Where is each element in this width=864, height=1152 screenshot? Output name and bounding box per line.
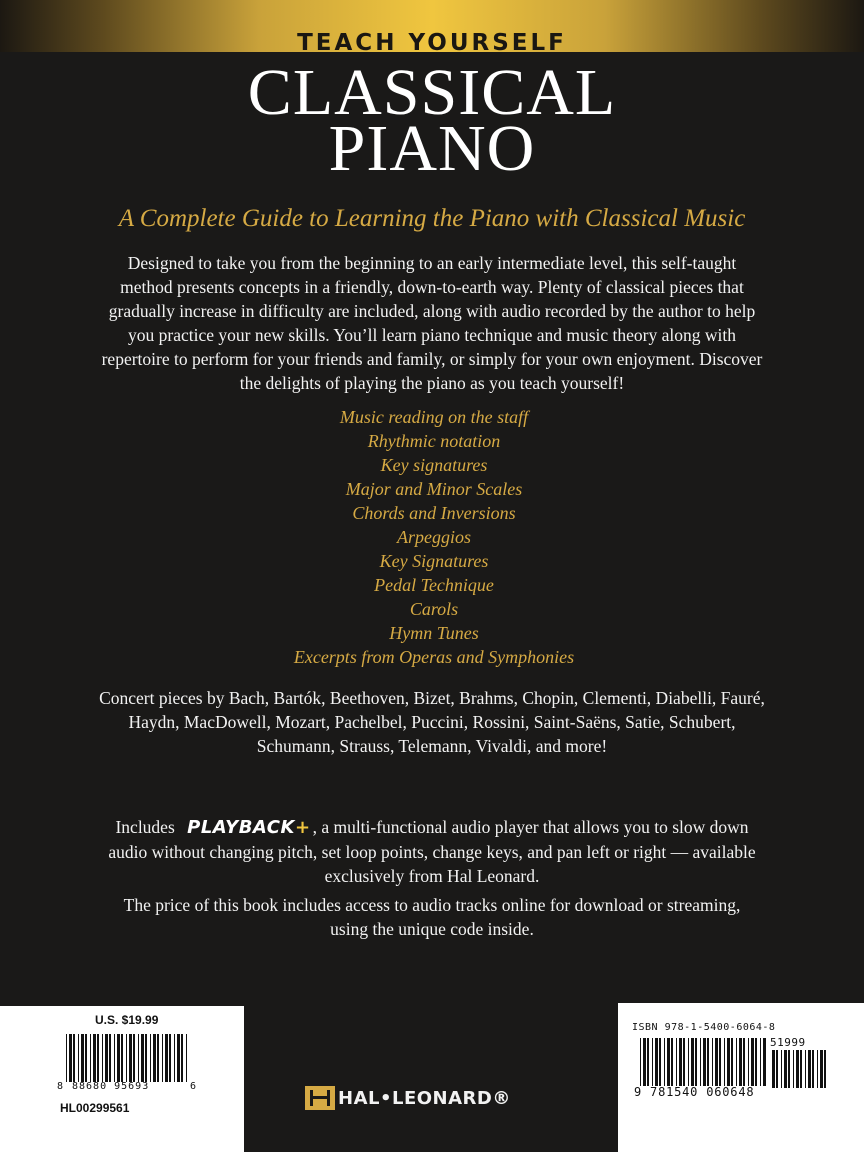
series-name: TEACH YOURSELF <box>297 30 567 56</box>
topic-item: Hymn Tunes <box>389 623 479 643</box>
barcode-bar <box>181 1034 183 1082</box>
barcode-bar <box>174 1034 175 1082</box>
barcode-bar <box>141 1034 144 1082</box>
barcode-bar <box>676 1038 677 1086</box>
barcode-bar <box>748 1038 749 1086</box>
topic-item: Pedal Technique <box>374 575 494 595</box>
topic-item: Major and Minor Scales <box>345 479 523 499</box>
topic-item: Carols <box>409 599 459 619</box>
subtitle: A Complete Guide to Learning the Piano with Classical Music <box>118 205 746 232</box>
barcode-bar <box>169 1034 171 1082</box>
barcode-bar <box>138 1034 139 1082</box>
barcode-bar <box>78 1034 79 1082</box>
barcode-bar <box>736 1038 737 1086</box>
barcode-bar <box>126 1034 127 1082</box>
barcode-bar <box>117 1034 120 1082</box>
description-paragraph: Designed to take you from the beginning to an early intermediate level, this self-taught method presents concepts in a friendly, down-to-earth way. Plenty of classical pieces that gradually increase in difficulty are included, along with audio recorded by the author to help you practice your new skills. You’ll learn piano technique and music theory along with repertoire to perform for your friends and family, or simply for your own enjoyment. Discover the delights of playing the piano as you teach yourself! <box>101 253 763 393</box>
barcode-bar <box>760 1038 761 1086</box>
barcode-bar <box>755 1038 757 1086</box>
hal-leonard-logo-icon <box>305 1084 335 1112</box>
barcode-bar <box>800 1050 802 1088</box>
barcode-bar <box>102 1034 103 1082</box>
barcode-bar <box>776 1050 778 1088</box>
barcode-bar <box>114 1034 115 1082</box>
barcode-bar <box>121 1034 123 1082</box>
barcode-bar <box>763 1038 766 1086</box>
barcode-bar <box>712 1038 713 1086</box>
barcode-bar <box>793 1050 794 1088</box>
barcode-bar <box>719 1038 721 1086</box>
topic-item: Rhythmic notation <box>367 431 501 451</box>
price-addon-barcode <box>772 1050 828 1088</box>
barcode-bar <box>707 1038 709 1086</box>
isbn-barcode <box>640 1038 766 1086</box>
upc-digits: 88680 95693 <box>72 1081 150 1092</box>
barcode-bar <box>812 1050 814 1088</box>
barcode-bar <box>647 1038 649 1086</box>
playback-prefix: Includes <box>115 817 175 837</box>
barcode-bar <box>691 1038 694 1086</box>
barcode-bar <box>671 1038 673 1086</box>
topic-item: Arpeggios <box>397 527 471 547</box>
playback-description: , a multi-functional audio player that allows you to slow down audio without changing pitch, set loop points, change keys, and pan left or right — available exclusively from Hal Leonard. <box>108 817 756 886</box>
ean-digits: 9 781540 060648 <box>634 1085 755 1099</box>
sku-number: HL00299561 <box>60 1101 130 1115</box>
barcode-bar <box>93 1034 96 1082</box>
barcode-bar <box>688 1038 689 1086</box>
barcode-bar <box>751 1038 754 1086</box>
barcode-bar <box>81 1034 84 1082</box>
barcode-bar <box>703 1038 706 1086</box>
barcode-bar <box>683 1038 685 1086</box>
barcode-bar <box>643 1038 646 1086</box>
upc-first-digit: 8 <box>57 1081 64 1092</box>
publisher-name: HAL•LEONARD® <box>338 1088 511 1109</box>
topic-item: Excerpts from Operas and Symphonies <box>293 647 575 667</box>
playback-plus-logo <box>187 816 310 840</box>
barcode-bar <box>652 1038 653 1086</box>
barcode-bar <box>820 1050 823 1088</box>
topic-item: Chords and Inversions <box>352 503 516 523</box>
barcode-bar <box>788 1050 790 1088</box>
barcode-bar <box>772 1050 775 1088</box>
barcode-bar <box>743 1038 745 1086</box>
barcode-bar <box>165 1034 168 1082</box>
barcode-bar <box>664 1038 665 1086</box>
barcode-bar <box>727 1038 730 1086</box>
barcode-bar <box>817 1050 818 1088</box>
barcode-bar <box>129 1034 132 1082</box>
barcode-bar <box>667 1038 670 1086</box>
barcode-bar <box>97 1034 99 1082</box>
barcode-bar <box>73 1034 75 1082</box>
price-note: The price of this book includes access to audio tracks online for download or streaming, using the unique code inside. <box>123 895 741 939</box>
barcode-bar <box>69 1034 72 1082</box>
barcode-bar <box>186 1034 187 1082</box>
barcode-bar <box>153 1034 156 1082</box>
barcode-bar <box>145 1034 147 1082</box>
barcode-bar <box>655 1038 658 1086</box>
barcode-bar <box>824 1050 826 1088</box>
barcode-bar <box>133 1034 135 1082</box>
barcode-bar <box>162 1034 163 1082</box>
barcode-bar <box>739 1038 742 1086</box>
upc-last-digit: 6 <box>190 1081 197 1092</box>
price-label: U.S. $19.99 <box>95 1013 159 1027</box>
barcode-bar <box>90 1034 91 1082</box>
barcode-bar <box>157 1034 159 1082</box>
barcode-bar <box>659 1038 661 1086</box>
topic-item: Key Signatures <box>379 551 489 571</box>
barcode-bar <box>784 1050 787 1088</box>
barcode-bar <box>700 1038 701 1086</box>
barcode-bar <box>66 1034 67 1082</box>
barcode-bar <box>808 1050 811 1088</box>
barcode-bar <box>731 1038 733 1086</box>
title-line-1: CLASSICAL <box>247 56 617 129</box>
isbn-number: ISBN 978-1-5400-6064-8 <box>632 1022 776 1033</box>
barcode-bar <box>781 1050 782 1088</box>
barcode-bar <box>85 1034 87 1082</box>
playback-logo-plus: + <box>294 817 311 838</box>
playback-logo-text: PLAYBACK <box>187 817 295 838</box>
title-line-2: PIANO <box>328 112 536 185</box>
topics-list <box>0 405 864 669</box>
barcode-bar <box>177 1034 180 1082</box>
topic-item: Key signatures <box>380 455 488 475</box>
price-addon-number: 51999 <box>770 1036 806 1049</box>
barcode-bar <box>724 1038 725 1086</box>
barcode-bar <box>695 1038 697 1086</box>
barcode-bar <box>640 1038 641 1086</box>
composers-paragraph: Concert pieces by Bach, Bartók, Beethoven, Bizet, Brahms, Chopin, Clementi, Diabelli, Fauré, Haydn, MacDowell, Mozart, Pachelbel, Puccini, Rossini, Saint-Saëns, Satie, Schubert, Schumann, Strauss, Telemann, Vivaldi, and more! <box>99 688 765 756</box>
topic-item: Music reading on the staff <box>339 407 529 427</box>
barcode-bar <box>796 1050 799 1088</box>
barcode-bar <box>805 1050 806 1088</box>
barcode-bar <box>679 1038 682 1086</box>
barcode-bar <box>715 1038 718 1086</box>
playback-paragraph <box>100 815 764 888</box>
upc-barcode <box>66 1034 188 1082</box>
barcode-bar <box>109 1034 111 1082</box>
barcode-bar <box>105 1034 108 1082</box>
barcode-bar <box>150 1034 151 1082</box>
